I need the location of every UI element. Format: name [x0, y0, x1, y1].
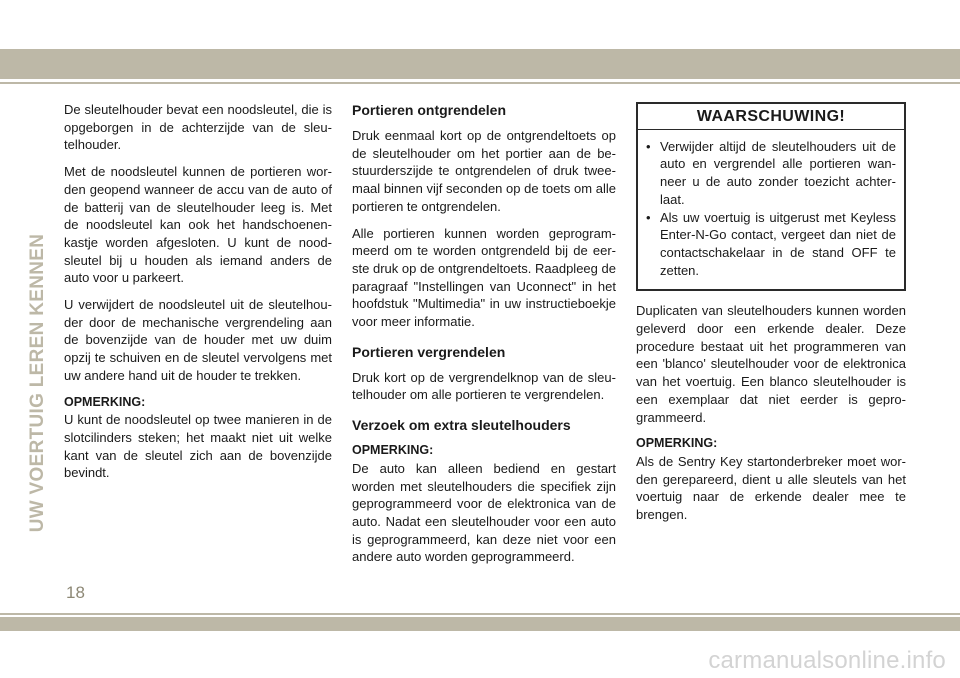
heading-extra-keys: Verzoek om extra sleutelhouders: [352, 417, 571, 434]
warning-item-text: Als uw voertuig is uitgerust met Keyless Enter-N-Go contact, vergeet dan niet de contactschakelaar in de stand OFF te zetten.: [660, 209, 896, 278]
note-label: OPMERKING:: [352, 443, 434, 458]
note-text: U kunt de noodsleutel op twee manieren in de slotcilinders steken; het maakt niet uit welke kant van de sleutel zich aan de bovenzijde bevindt.: [64, 412, 332, 481]
note: [64, 394, 332, 483]
footer-rule: [0, 613, 960, 615]
bullet: •: [646, 209, 651, 225]
footer-band: [0, 617, 960, 631]
heading-lock: Portieren vergrendelen: [352, 343, 506, 360]
note: [636, 435, 906, 524]
paragraph: De sleutelhouder bevat een noodsleutel, die is opgeborgen in de achterzijde van de sleutelhouder.: [64, 102, 332, 153]
note-label: OPMERKING:: [64, 394, 146, 409]
warning-item-text: Verwijder altijd de sleutelhouders uit de auto en vergrendel alle portieren wanneer u de auto zonder toezicht achterlaat.: [660, 138, 896, 207]
note-text: Als de Sentry Key startonderbreker moet worden gerepareerd, dient u alle sleutels van het voertuig naar de erkende dealer mee te brengen.: [636, 453, 906, 523]
paragraph: Druk eenmaal kort op de ontgrendeltoets op de sleutelhouder om het portier aan de bestuurderszijde te ontgrendelen of druk tweemaal binnen vijf seconden op de toets om alle portieren te ontgrendelen.: [352, 128, 616, 214]
section-side-title: UW VOERTUIG LEREN KENNEN: [27, 233, 48, 533]
warning-box: [636, 102, 906, 291]
paragraph: U verwijdert de noodsleutel uit de sleutelhouder door de mechanische vergrendeling aan de bovenzijde van de houder met uw duim opzij te schuiven en de sleutel vervolgens met uw andere hand uit de houder te trekken.: [64, 297, 332, 383]
warning-item: [646, 138, 896, 209]
warning-title: WAARSCHUWING!: [638, 104, 904, 130]
header-band: [0, 49, 960, 79]
paragraph: Druk kort op de vergrendelknop van de sleutelhouder om alle portieren te vergrendelen.: [352, 369, 616, 403]
column-right: [636, 101, 906, 533]
paragraph: Duplicaten van sleutelhouders kunnen worden geleverd door een erkende dealer. Deze procedure bestaat uit het programmeren van een 'blanco' sleutelhouder voor de elektronica van het voertuig. Een blanco sleutelhouder is een exemplaar dat niet eerder is geprogrammeerd.: [636, 303, 906, 425]
page-number: 18: [66, 583, 85, 602]
warning-item: [646, 209, 896, 280]
paragraph: Alle portieren kunnen worden geprogrammeerd om te worden ontgrendeld bij de eerste druk op de ontgrendeltoets. Raadpleeg de paragraaf "Instellingen van Uconnect" in het hoofdstuk "Multimedia" in uw instructieboekje voor meer informatie.: [352, 225, 616, 330]
heading-unlock: Portieren ontgrendelen: [352, 102, 507, 118]
column-middle: [352, 101, 616, 575]
header-rule: [0, 82, 960, 84]
paragraph: Met de noodsleutel kunnen de portieren worden geopend wanneer de accu van de auto of de batterij van de sleutelhouder leeg is. Met de noodsleutel kan ook het handschoenenkastje worden afgesloten. U kunt de noodsleutel bij u houden als iemand anders de auto voor u parkeert.: [64, 164, 332, 286]
note-text: De auto kan alleen bediend en gestart worden met sleutelhouders die specifiek zijn geprogrammeerd voor de elektronica van de auto. Nadat een sleutelhouder voor een auto is geprogrammeerd, kan deze niet voor een andere auto worden geprogrammeerd.: [352, 460, 616, 565]
note: [352, 442, 616, 566]
column-left: [64, 101, 332, 491]
watermark: carmanualsonline.info: [708, 647, 946, 674]
warning-list: [638, 130, 904, 290]
bullet: •: [646, 138, 651, 154]
note-label: OPMERKING:: [636, 436, 718, 451]
